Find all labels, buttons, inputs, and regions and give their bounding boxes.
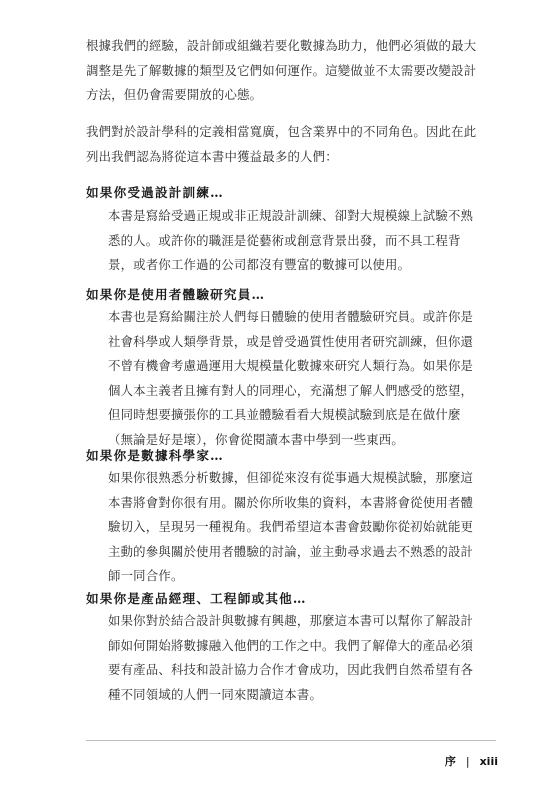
footer-section-label: 序 [444,755,456,768]
section-body-data-scientist: 如果你很熟悉分析數據，但卻從來沒有從事過大規模試驗，那麼這本書將會對你很有用。關於你所收集的資料，本書將會從使用者體驗切入，呈現另一種視角。我們希望這本書會鼓勵你從初始就能更主動的參與關於使用者體驗的討論，並主動尋求過去不熟悉的設計師一同合作。 [108,470,474,584]
section-body-designer: 本書是寫給受過正規或非正規設計訓練、卻對大規模線上試驗不熟悉的人。或許你的職涯是從藝術或創意背景出發，而不具工程背景，或者你工作過的公司都沒有豐富的數據可以使用。 [108,208,474,273]
page-footer [445,753,498,769]
section-heading-data-scientist: 如果你是數據科學家… [86,448,224,463]
section-body-product-manager: 如果你對於結合設計與數據有興趣，那麼這本書可以幫你了解設計師如何開始將數據融入他們的工作之中。我們了解偉大的產品必須要有產品、科技和設計協力合作才會成功，因此我們自然希望有各種不同領域的人們一同來閱讀這本書。 [108,613,474,702]
section-heading-ux-researcher: 如果你是使用者體驗研究員… [86,287,266,302]
footer-separator: | [465,754,470,768]
intro-paragraph-1: 根據我們的經驗，設計師或組織若要化數據為助力，他們必須做的最大調整是先了解數據的類型及它們如何運作。這變做並不太需要改變設計方法，但仍會需要開放的心態。 [86,38,477,103]
section-heading-designer: 如果你受過設計訓練… [86,185,224,200]
footer-divider [86,740,496,741]
page-number: xiii [479,754,498,768]
section-heading-product-manager: 如果你是產品經理、工程師或其他… [86,591,307,606]
section-body-ux-researcher: 本書也是寫給關注於人們每日體驗的使用者體驗研究員。或許你是社會科學或人類學背景，或是曾受過質性使用者研究訓練，但你還不曾有機會考慮過運用大規模量化數據來研究人類行為。如果你是個人本主義者且擁有對人的同理心，充滿想了解人們感受的慾望，但同時想要擴張你的工具並體驗看看大規模試驗到底是在做什麼（無論是好是壞），你會從閱讀本書中學到一些東西。 [108,309,474,447]
intro-paragraph-2: 我們對於設計學科的定義相當寬廣，包含業界中的不同角色。因此在此列出我們認為將從這本書中獲益最多的人們： [86,124,477,164]
